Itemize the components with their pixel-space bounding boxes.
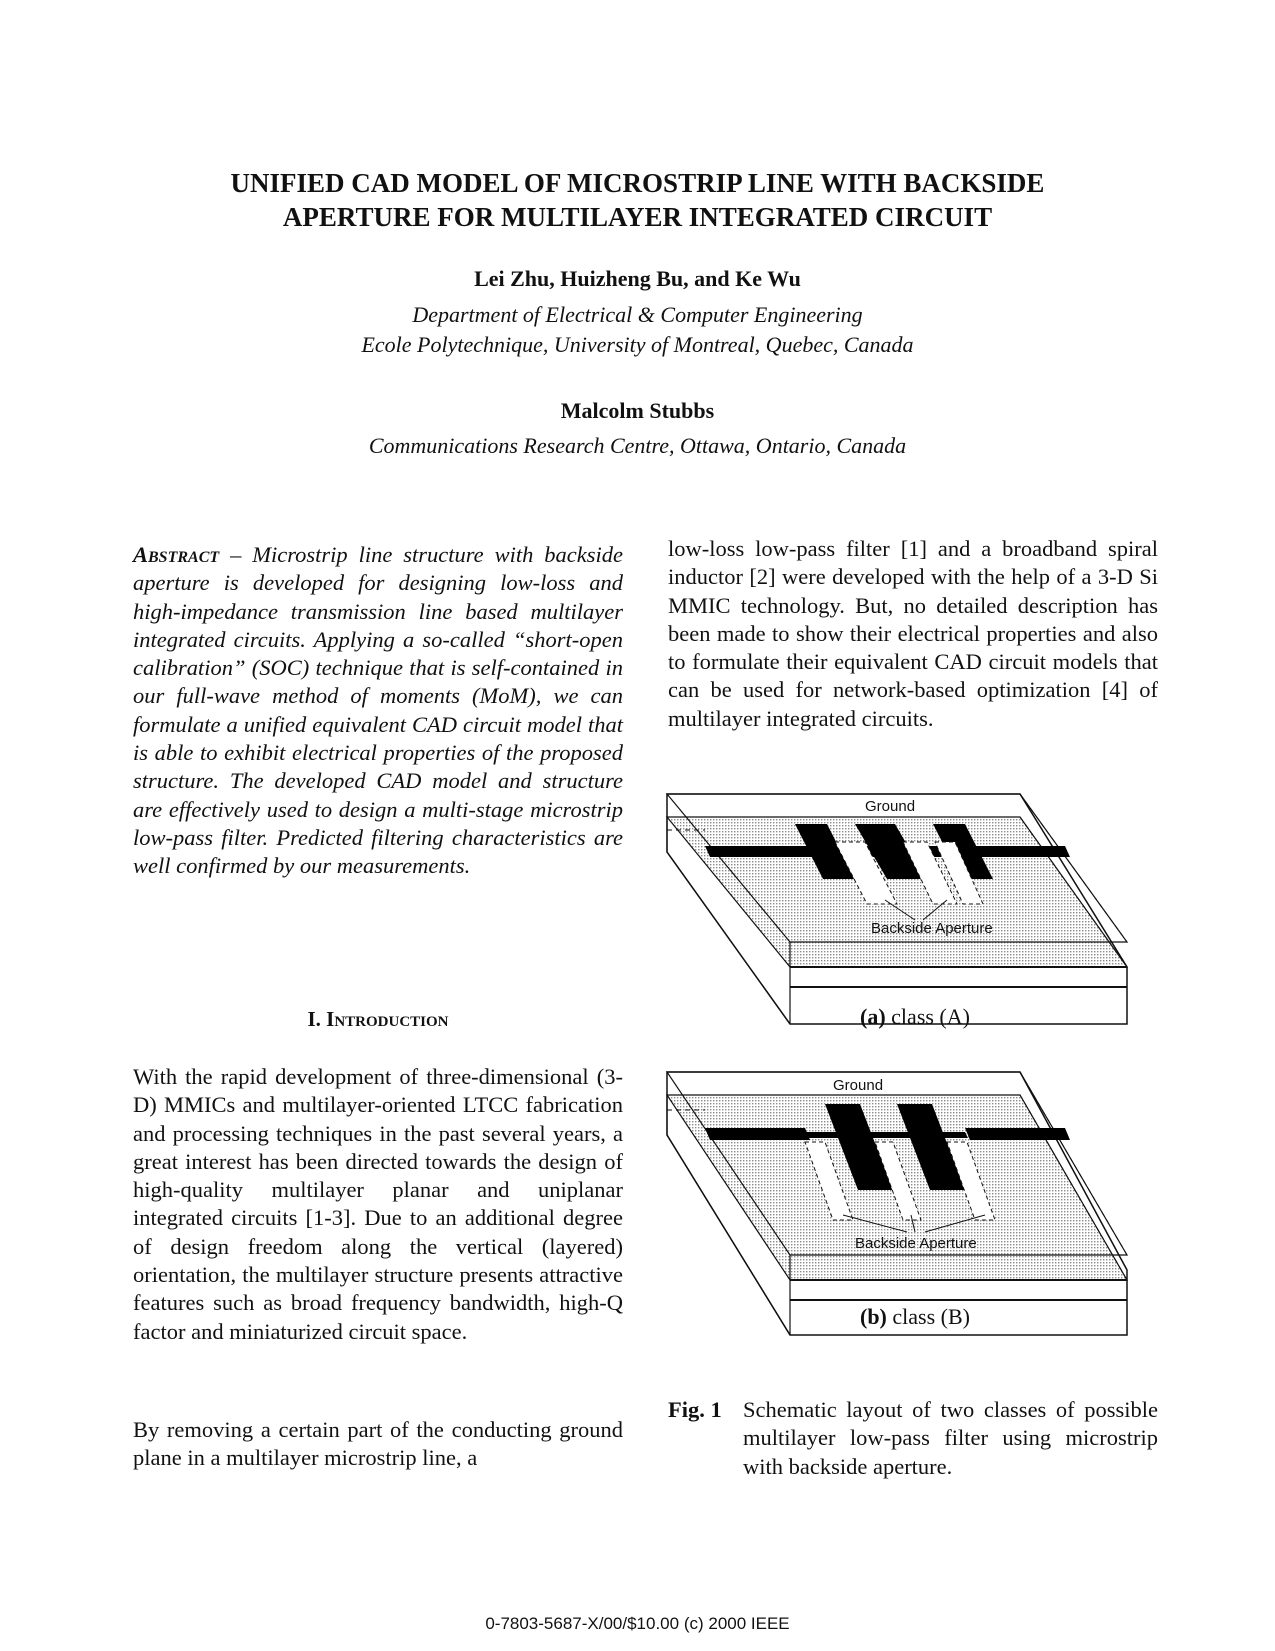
authors: Lei Zhu, Huizheng Bu, and Ke Wu bbox=[474, 266, 801, 291]
section-heading-introduction: I. Introduction bbox=[307, 1007, 449, 1031]
label-backside-aperture-b: Backside Aperture bbox=[855, 1235, 977, 1252]
figure-caption-number: Fig. 1 bbox=[668, 1397, 722, 1422]
abstract-heading: Abstract bbox=[133, 542, 220, 567]
abstract-dash: – bbox=[219, 542, 253, 567]
footer-copyright: 0-7803-5687-X/00/$10.00 (c) 2000 IEEE bbox=[485, 1614, 790, 1633]
affiliation-2: Communications Research Centre, Ottawa, Ontario, Canada bbox=[368, 433, 907, 458]
affiliation-1 bbox=[0, 300, 1275, 360]
right-paragraph-1: low-loss low-pass filter [1] and a broadband spiral inductor [2] were developed with the help of a 3-D Si MMIC technology. But, no detailed description has been made to show their electrical properties and also to formulate their equivalent CAD circuit models that can be used for network-based optimization [4] of multilayer integrated circuits. bbox=[668, 536, 1158, 731]
paper-title bbox=[120, 166, 1155, 234]
affiliation-line-1: Department of Electrical & Computer Engineering bbox=[412, 302, 863, 327]
figure-1b-class: class (B) bbox=[886, 1304, 970, 1329]
figure-1a-label bbox=[665, 1004, 1165, 1030]
figure-1b-tag: (b) bbox=[860, 1304, 887, 1329]
intro-paragraph-2: By removing a certain part of the conducting ground plane in a multilayer microstrip line, a bbox=[133, 1417, 623, 1471]
figure-1b-label bbox=[665, 1304, 1165, 1330]
abstract-text: Microstrip line structure with backside aperture is developed for designing low-loss and high-impedance transmission line based multilayer integrated circuits. Applying a so-called “short-open calibration” (SOC) technique that is self-contained in our full-wave method of moments (MoM), we can formulate a unified equivalent CAD circuit model that is able to exhibit electrical properties of the proposed structure. The developed CAD model and structure are effectively used to design a multi-stage microstrip low-pass filter. Predicted filtering characteristics are well confirmed by our measurements. bbox=[133, 542, 623, 879]
abstract bbox=[133, 541, 623, 881]
author-2: Malcolm Stubbs bbox=[560, 398, 715, 423]
label-ground-b: Ground bbox=[833, 1077, 884, 1094]
title-line-1: UNIFIED CAD MODEL OF MICROSTRIP LINE WITH BACKSIDE bbox=[230, 168, 1045, 198]
figure-1b-diagram bbox=[665, 1070, 1165, 1340]
figure-1a-class: class (A) bbox=[885, 1004, 970, 1029]
figure-1a-tag: (a) bbox=[860, 1004, 886, 1029]
affiliation-line-2: Ecole Polytechnique, University of Montreal, Quebec, Canada bbox=[361, 332, 914, 357]
figure-caption-text: Schematic layout of two classes of possible multilayer low-pass filter using microstrip with backside aperture. bbox=[743, 1397, 1158, 1479]
intro-paragraph-1: With the rapid development of three-dimensional (3-D) MMICs and multilayer-oriented LTCC fabrication and processing techniques in the past several years, a great interest has been directed towards the design of high-quality multilayer planar and uniplanar integrated circuits [1-3]. Due to an additional degree of design freedom along the vertical (layered) orientation, the multilayer structure presents attractive features such as broad frequency bandwidth, high-Q factor and miniaturized circuit space. bbox=[133, 1064, 623, 1344]
label-ground-a: Ground bbox=[865, 798, 916, 815]
title-line-2: APERTURE FOR MULTILAYER INTEGRATED CIRCUIT bbox=[282, 202, 993, 232]
label-backside-aperture-a: Backside Aperture bbox=[871, 920, 993, 937]
figure-1b bbox=[665, 1070, 1165, 1340]
